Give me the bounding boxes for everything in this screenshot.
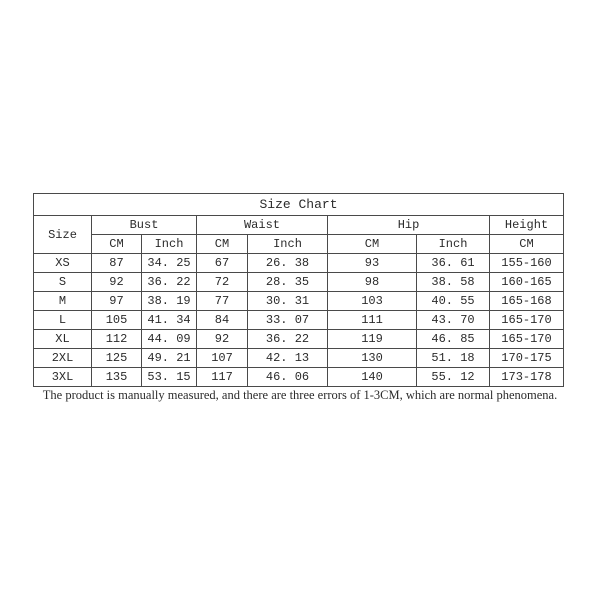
cell-waist-cm: 77 xyxy=(197,292,248,311)
table-row xyxy=(34,349,564,368)
measurement-note: The product is manually measured, and there are three errors of 1-3CM, which are normal phenomena. xyxy=(42,388,558,402)
cell-waist-inch: 36. 22 xyxy=(248,330,328,349)
cell-bust-cm: 105 xyxy=(92,311,142,330)
cell-bust-inch: 38. 19 xyxy=(142,292,197,311)
unit-header-waist-cm: CM xyxy=(197,235,248,254)
unit-header-waist-inch: Inch xyxy=(248,235,328,254)
cell-bust-inch: 44. 09 xyxy=(142,330,197,349)
unit-header-row xyxy=(34,235,564,254)
unit-header-hip-cm: CM xyxy=(328,235,417,254)
cell-height-cm: 170-175 xyxy=(490,349,564,368)
table-title-row xyxy=(34,194,564,216)
table-row xyxy=(34,330,564,349)
row-size-label: L xyxy=(34,311,92,330)
group-header-row xyxy=(34,216,564,235)
cell-hip-inch: 36. 61 xyxy=(417,254,490,273)
cell-height-cm: 165-170 xyxy=(490,311,564,330)
cell-height-cm: 155-160 xyxy=(490,254,564,273)
cell-hip-cm: 98 xyxy=(328,273,417,292)
cell-hip-inch: 38. 58 xyxy=(417,273,490,292)
cell-waist-cm: 92 xyxy=(197,330,248,349)
cell-waist-inch: 42. 13 xyxy=(248,349,328,368)
cell-waist-cm: 117 xyxy=(197,368,248,387)
cell-height-cm: 160-165 xyxy=(490,273,564,292)
cell-bust-inch: 34. 25 xyxy=(142,254,197,273)
size-chart-table xyxy=(33,193,564,387)
cell-bust-cm: 87 xyxy=(92,254,142,273)
cell-waist-cm: 84 xyxy=(197,311,248,330)
cell-waist-inch: 28. 35 xyxy=(248,273,328,292)
cell-height-cm: 173-178 xyxy=(490,368,564,387)
cell-bust-inch: 36. 22 xyxy=(142,273,197,292)
table-row xyxy=(34,254,564,273)
cell-hip-inch: 51. 18 xyxy=(417,349,490,368)
table-row xyxy=(34,292,564,311)
row-size-label: 2XL xyxy=(34,349,92,368)
unit-header-bust-inch: Inch xyxy=(142,235,197,254)
table-row xyxy=(34,311,564,330)
unit-header-bust-cm: CM xyxy=(92,235,142,254)
row-size-label: XS xyxy=(34,254,92,273)
cell-waist-cm: 72 xyxy=(197,273,248,292)
cell-hip-inch: 40. 55 xyxy=(417,292,490,311)
cell-height-cm: 165-170 xyxy=(490,330,564,349)
cell-bust-inch: 49. 21 xyxy=(142,349,197,368)
cell-waist-cm: 67 xyxy=(197,254,248,273)
cell-waist-inch: 46. 06 xyxy=(248,368,328,387)
cell-bust-cm: 125 xyxy=(92,349,142,368)
row-size-label: XL xyxy=(34,330,92,349)
cell-waist-inch: 26. 38 xyxy=(248,254,328,273)
unit-header-hip-inch: Inch xyxy=(417,235,490,254)
cell-hip-cm: 130 xyxy=(328,349,417,368)
unit-header-height-cm: CM xyxy=(490,235,564,254)
cell-bust-cm: 112 xyxy=(92,330,142,349)
cell-bust-inch: 41. 34 xyxy=(142,311,197,330)
cell-bust-inch: 53. 15 xyxy=(142,368,197,387)
table-row xyxy=(34,273,564,292)
column-header-hip: Hip xyxy=(328,216,490,235)
column-header-bust: Bust xyxy=(92,216,197,235)
table-title: Size Chart xyxy=(34,194,564,216)
cell-hip-cm: 103 xyxy=(328,292,417,311)
cell-hip-cm: 140 xyxy=(328,368,417,387)
cell-waist-inch: 30. 31 xyxy=(248,292,328,311)
cell-hip-cm: 111 xyxy=(328,311,417,330)
column-header-waist: Waist xyxy=(197,216,328,235)
cell-waist-cm: 107 xyxy=(197,349,248,368)
row-size-label: M xyxy=(34,292,92,311)
cell-hip-inch: 46. 85 xyxy=(417,330,490,349)
cell-bust-cm: 135 xyxy=(92,368,142,387)
column-header-size: Size xyxy=(34,216,92,254)
cell-hip-cm: 119 xyxy=(328,330,417,349)
cell-hip-cm: 93 xyxy=(328,254,417,273)
cell-height-cm: 165-168 xyxy=(490,292,564,311)
cell-waist-inch: 33. 07 xyxy=(248,311,328,330)
row-size-label: S xyxy=(34,273,92,292)
column-header-height: Height xyxy=(490,216,564,235)
table-row xyxy=(34,368,564,387)
cell-hip-inch: 43. 70 xyxy=(417,311,490,330)
row-size-label: 3XL xyxy=(34,368,92,387)
cell-bust-cm: 92 xyxy=(92,273,142,292)
cell-hip-inch: 55. 12 xyxy=(417,368,490,387)
cell-bust-cm: 97 xyxy=(92,292,142,311)
